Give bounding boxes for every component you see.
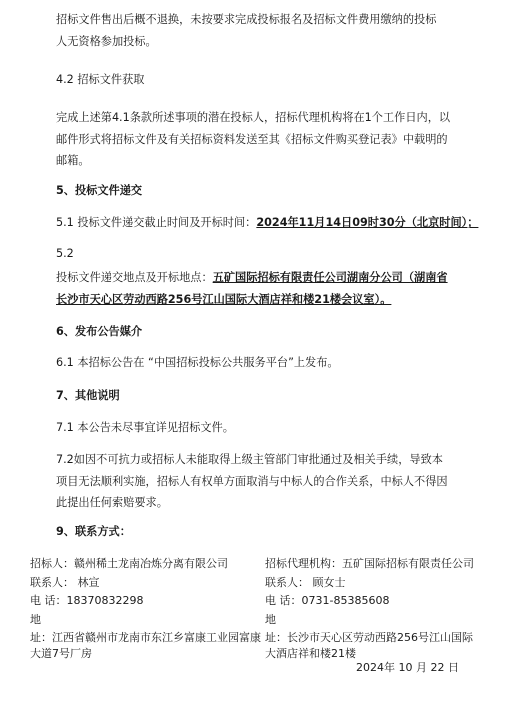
section-5-heading: 5、投标文件递交 — [56, 184, 143, 197]
intro-line: 人无资格参加投标。 — [56, 34, 157, 48]
section-7-2-paragraph — [56, 452, 476, 517]
section-7-heading: 7、其他说明 — [56, 389, 120, 402]
paragraph-line — [56, 270, 476, 292]
paragraph-line: 7.2如因不可抗力或招标人未能取得上级主管部门审批通过及相关手续，导致本 — [56, 453, 443, 466]
intro-paragraph — [56, 12, 476, 55]
venue-text: 长沙市天心区劳动西路256号江山国际大酒店祥和楼21楼会议室）。 — [56, 292, 392, 306]
agent-address: 址：长沙市天心区劳动西路256号江山国际大酒店祥和楼21楼 — [265, 631, 473, 660]
tenderer-name: 招标人：赣州稀土龙南冶炼分离有限公司 — [30, 557, 228, 570]
section-9-heading: 9、联系方式： — [56, 525, 131, 538]
agent-phone: 电 话：0731-85385608 — [265, 594, 390, 607]
tenderer-address-label: 地 — [30, 612, 41, 626]
intro-line: 招标文件售出后概不退换，未按要求完成投标报名及招标文件费用缴纳的投标 — [56, 13, 437, 26]
agent-contact-person: 联系人： 顾女士 — [265, 575, 346, 589]
section-6-1: 6.1 本招标公告在 “中国招标投标公共服务平台”上发布。 — [56, 356, 339, 369]
section-5-2-label: 投标文件递交地点及开标地点： — [56, 271, 213, 284]
agent-address-label: 地 — [265, 612, 276, 626]
deadline-text: 2024年11月14日09时30分（北京时间）； — [256, 216, 479, 229]
tenderer-address: 址：江西省赣州市龙南市东江乡富康工业园富康大道7号厂房 — [30, 631, 261, 660]
agent-contact-block — [265, 556, 480, 662]
paragraph-line: 完成上述第4.1条款所述事项的潜在投标人，招标代理机构将在1个工作日内，以 — [56, 111, 451, 124]
section-5-1 — [56, 215, 478, 231]
document-date: 2024年 10 月 22 日 — [356, 661, 459, 674]
section-5-1-label: 5.1 投标文件递交截止时间及开标时间： — [56, 216, 257, 229]
tenderer-contact-person: 联系人： 林宣 — [30, 575, 100, 589]
tenderer-contact-block — [30, 556, 262, 662]
section-7-1: 7.1 本公告未尽事宜详见招标文件。 — [56, 421, 234, 434]
paragraph-line: 邮箱。 — [56, 154, 90, 167]
agent-name: 招标代理机构：五矿国际招标有限责任公司 — [265, 557, 474, 570]
venue-text: 五矿国际招标有限责任公司湖南分公司（湖南省 — [212, 271, 448, 284]
tenderer-phone: 电 话：18370832298 — [30, 594, 144, 607]
paragraph-line: 此提出任何索赔要求。 — [56, 496, 168, 509]
paragraph-line: 邮件形式将招标文件及有关招标资料发送至其《招标文件购买登记表》中载明的 — [56, 132, 448, 146]
section-4-2-heading: 4.2 招标文件获取 — [56, 73, 145, 86]
section-4-2-paragraph — [56, 110, 476, 175]
paragraph-line: 项目无法顺利实施，招标人有权单方面取消与中标人的合作关系，中标人不得因 — [56, 474, 448, 488]
section-5-2-paragraph — [56, 270, 476, 313]
section-5-2-number: 5.2 — [56, 247, 74, 260]
paragraph-line — [56, 292, 476, 314]
section-6-heading: 6、发布公告媒介 — [56, 325, 143, 338]
